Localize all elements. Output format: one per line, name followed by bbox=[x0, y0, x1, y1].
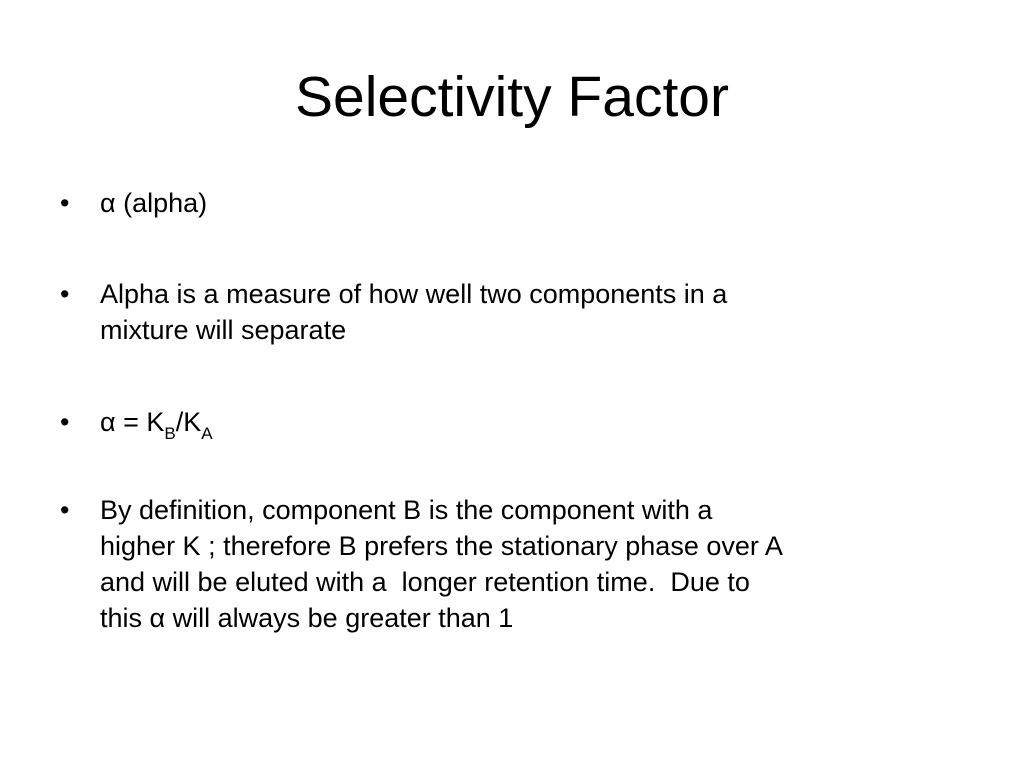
bullet-line: mixture will separate bbox=[100, 315, 347, 345]
bullet-line: By definition, component B is the component with a bbox=[100, 495, 713, 525]
bullet-line: this α will always be greater than 1 bbox=[100, 603, 514, 633]
bullet-line: α (alpha) bbox=[100, 188, 208, 218]
bullet-marker: • bbox=[60, 188, 70, 218]
bullet-marker: • bbox=[60, 279, 70, 309]
bullet-marker: • bbox=[60, 407, 70, 437]
slide-title: Selectivity Factor bbox=[295, 65, 729, 129]
bullet-line: and will be eluted with a longer retention time. Due to bbox=[100, 567, 750, 597]
formula-divider: /K bbox=[175, 407, 202, 437]
formula-subscript-a: A bbox=[201, 424, 213, 443]
formula-subscript-b: B bbox=[164, 424, 176, 443]
bullet-text bbox=[100, 492, 1000, 636]
bullet-line: higher K ; therefore B prefers the stationary phase over A bbox=[100, 531, 783, 561]
formula-lhs: α = K bbox=[100, 407, 165, 437]
bullet-line: Alpha is a measure of how well two components in a bbox=[100, 279, 728, 309]
bullet-text bbox=[100, 185, 1000, 221]
formula bbox=[100, 404, 1000, 444]
bullet-text bbox=[100, 276, 1000, 348]
bullet-marker: • bbox=[60, 495, 70, 525]
